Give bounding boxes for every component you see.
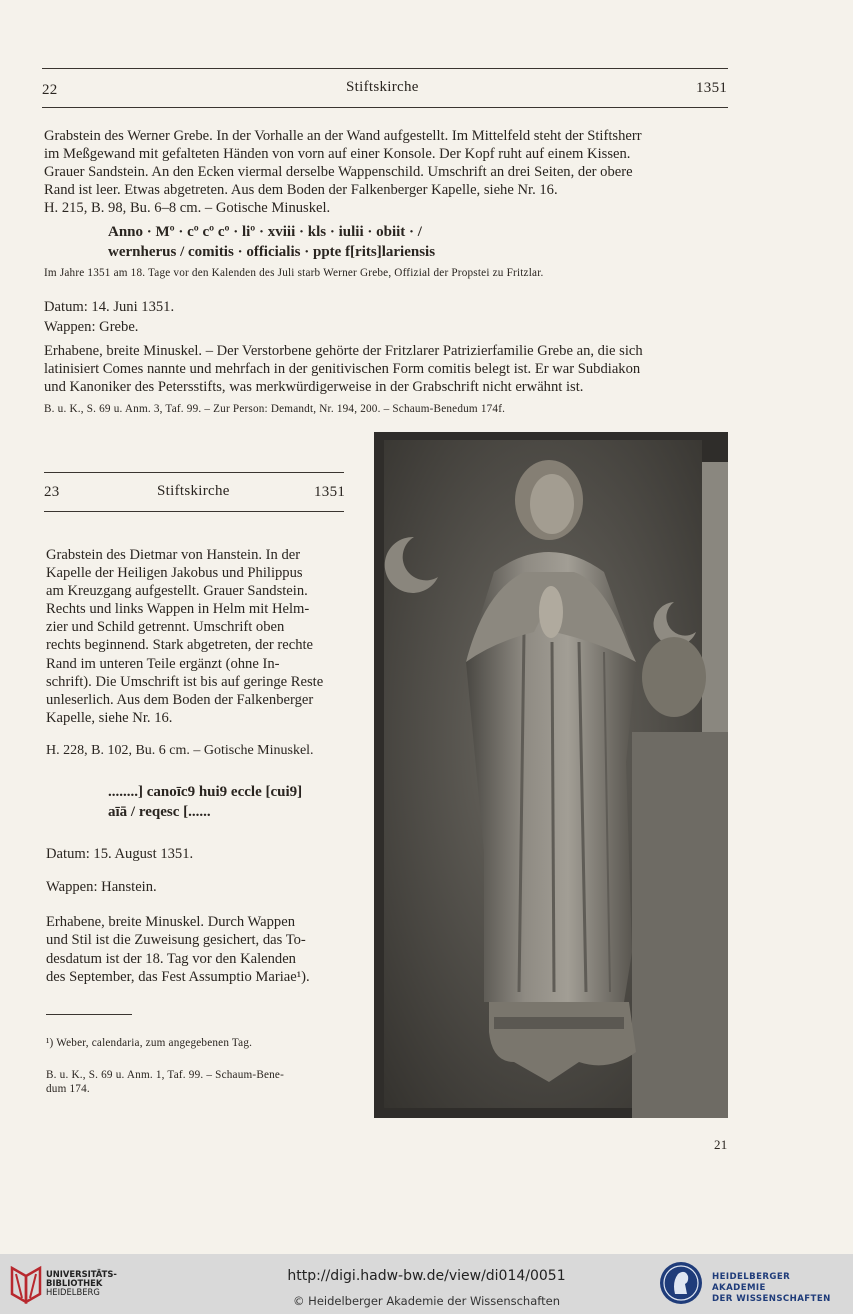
entry23-datum: Datum: 15. August 1351. xyxy=(46,846,194,862)
text-line: Kapelle der Heiligen Jakobus und Philippus xyxy=(46,565,303,582)
entry23-title: Stiftskirche xyxy=(157,483,230,499)
inscription-line: ........] canoīc9 hui9 eccle [cui9] xyxy=(108,784,303,800)
text-line: Grabstein des Werner Grebe. In der Vorhalle an der Wand aufgestellt. Im Mittelfeld steht der Stiftsherr xyxy=(44,128,642,144)
academy-name xyxy=(712,1272,846,1305)
viewer-footer xyxy=(0,1254,853,1314)
entry22-commentary xyxy=(44,342,728,396)
logo-line: BIBLIOTHEK xyxy=(46,1278,103,1288)
text-line: schrift). Die Umschrift ist bis auf geringe Reste xyxy=(46,673,324,690)
text-line: B. u. K., S. 69 u. Anm. 1, Taf. 99. – Schaum-Bene- xyxy=(46,1069,285,1081)
text-line: Rechts und links Wappen in Helm mit Helm- xyxy=(46,601,310,618)
text-line: desdatum ist der 18. Tag vor den Kalenden xyxy=(46,950,296,967)
entry23-year: 1351 xyxy=(314,484,346,500)
text-line: und Stil ist die Zuweisung gesichert, das To- xyxy=(46,932,306,949)
logo-line: UNIVERSITÄTS- xyxy=(46,1269,117,1279)
text-line: im Meßgewand mit gefalteten Händen von vorn auf einer Konsole. Der Kopf ruht auf einem Kissen. xyxy=(44,146,631,162)
academy-logo[interactable] xyxy=(656,1258,846,1310)
entry22-inscription xyxy=(108,222,548,262)
text-line: Rand ist leer. Etwas abgetreten. Aus dem Boden der Falkenberger Kapelle, siehe Nr. 16. xyxy=(44,182,558,198)
entry23-references xyxy=(46,1068,346,1096)
entry23-rule-bottom xyxy=(44,511,344,512)
logo-line: HEIDELBERGER AKADEMIE xyxy=(712,1272,791,1293)
text-line: Erhabene, breite Minuskel. Durch Wappen xyxy=(46,914,295,930)
text-line: Kapelle, siehe Nr. 16. xyxy=(46,709,173,726)
running-title: Stiftskirche xyxy=(346,79,419,95)
text-line: dum 174. xyxy=(46,1083,90,1095)
text-line: zier und Schild getrennt. Umschrift oben xyxy=(46,619,285,636)
text-line: Erhabene, breite Minuskel. – Der Verstorbene gehörte der Fritzlarer Patrizierfamilie Grebe an, die sich xyxy=(44,343,643,359)
text-line: Grauer Sandstein. An den Ecken viermal derselbe Wappenschild. Umschrift an drei Seiten, der obere xyxy=(44,164,633,180)
entry23-number: 23 xyxy=(44,484,60,500)
text-line: latinisiert Comes nannte und mehrfach in der genitivischen Form comitis belegt ist. Er war Subdiakon xyxy=(44,361,641,377)
header-year: 1351 xyxy=(696,80,728,96)
inscription-line: aīā / reqesc [...... xyxy=(108,804,211,820)
header-rule-bottom xyxy=(42,107,728,108)
inscription-line: wernherus / comitis · officialis · ppte f[rits]lariensis xyxy=(108,244,436,260)
tombstone-photo xyxy=(374,432,728,1118)
entry23-rule-top xyxy=(44,472,344,473)
entry23-description xyxy=(46,546,346,727)
entry23-commentary xyxy=(46,913,346,986)
entry22-references: B. u. K., S. 69 u. Anm. 3, Taf. 99. – Zur Person: Demandt, Nr. 194, 200. – Schaum-Benedum 174f. xyxy=(44,403,506,415)
entry23-wappen: Wappen: Hanstein. xyxy=(46,879,157,895)
entry22-description xyxy=(44,127,728,217)
inscription-line: Anno · Mº · cº cº cº · liº · xviii · kls · iulii · obiit · / xyxy=(108,224,422,240)
text-line: des September, das Fest Assumptio Mariae¹). xyxy=(46,968,310,985)
footnote-rule xyxy=(46,1014,132,1015)
text-line: unleserlich. Aus dem Boden der Falkenberger xyxy=(46,691,314,708)
header-rule-top xyxy=(42,68,728,69)
text-line: am Kreuzgang aufgestellt. Grauer Sandstein. xyxy=(46,583,308,600)
academy-medallion-logo-icon xyxy=(658,1260,704,1306)
tombstone-effigy-illustration xyxy=(374,432,728,1118)
text-line: Rand im unteren Teile ergänzt (ohne In- xyxy=(46,655,280,672)
copyright-notice: © Heidelberger Akademie der Wissenschaften xyxy=(293,1294,560,1308)
logo-line: HEIDELBERG xyxy=(46,1287,100,1297)
text-line: und Kanoniker des Petersstifts, was merkwürdigerweise in der Grabschrift nicht erwähnt ist. xyxy=(44,379,584,395)
entry22-translation: Im Jahre 1351 am 18. Tage vor den Kalenden des Juli starb Werner Grebe, Offizial der Propstei zu Fritzlar. xyxy=(44,267,544,279)
document-url-link[interactable]: http://digi.hadw-bw.de/view/di014/0051 xyxy=(287,1268,566,1284)
entry22-datum: Datum: 14. Juni 1351. xyxy=(44,299,175,315)
text-line: rechts beginnend. Stark abgetreten, der rechte xyxy=(46,637,314,654)
entry22-dimensions: H. 215, B. 98, Bu. 6–8 cm. – Gotische Minuskel. xyxy=(44,200,331,216)
text-line: Grabstein des Dietmar von Hanstein. In der xyxy=(46,547,301,563)
entry23-inscription xyxy=(108,782,348,822)
bottom-page-number: 21 xyxy=(714,1137,728,1152)
page-number: 22 xyxy=(42,82,58,98)
entry23-dimensions: H. 228, B. 102, Bu. 6 cm. – Gotische Minuskel. xyxy=(46,743,314,758)
footnote: ¹) Weber, calendaria, zum angegebenen Tag. xyxy=(46,1037,253,1049)
logo-line: DER WISSENSCHAFTEN xyxy=(712,1294,831,1304)
entry22-wappen: Wappen: Grebe. xyxy=(44,319,139,335)
